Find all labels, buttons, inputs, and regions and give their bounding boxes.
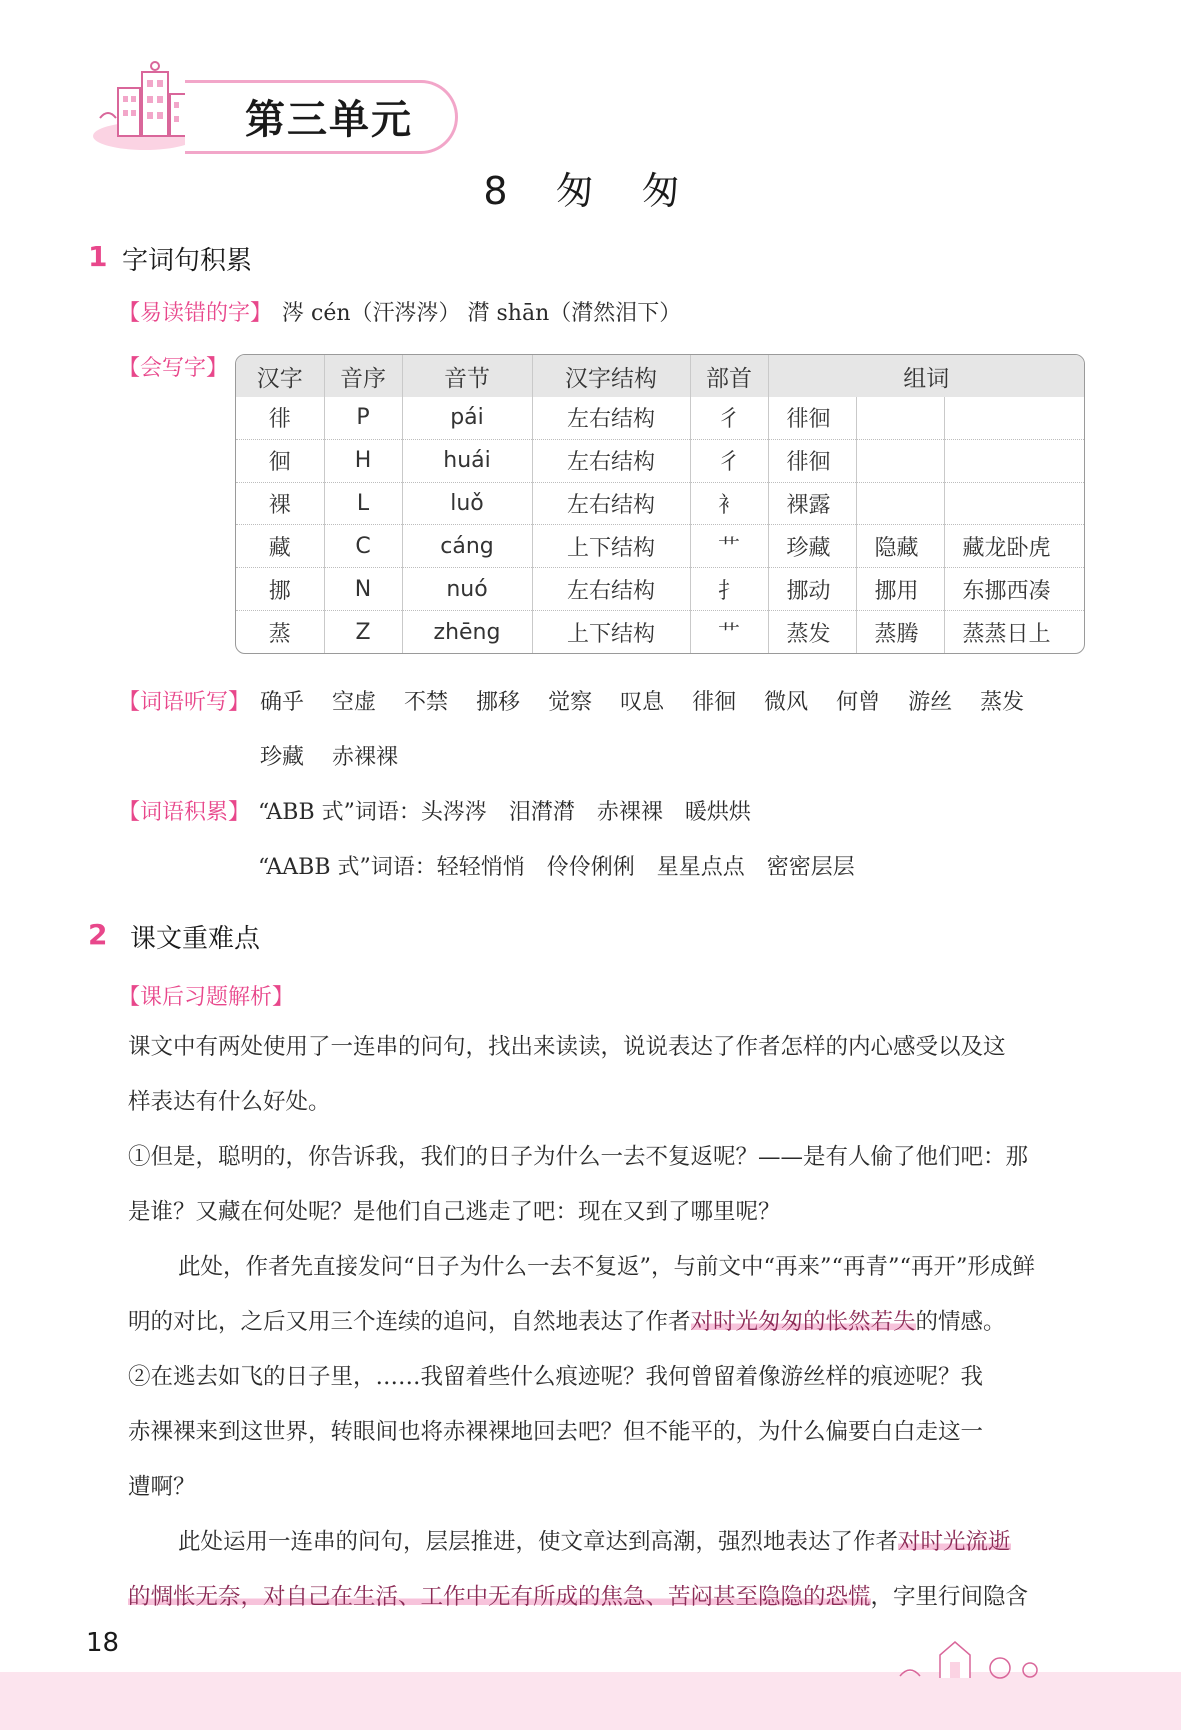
accumulate-abb: “ABB 式”词语：头涔涔 泪潸潸 赤裸裸 暖烘烘: [258, 800, 751, 825]
dictation-word: 赤裸裸: [332, 745, 399, 770]
cell-word: [856, 439, 944, 482]
cell-radical: 扌: [690, 568, 768, 611]
section-1-number: 1: [88, 240, 108, 273]
cell-char: 徊: [236, 439, 324, 482]
cell-radical: 艹: [690, 611, 768, 653]
table-row: [236, 439, 1084, 482]
highlighted-phrase: 的惆怅无奈，对自己在生活、工作中无有所成的焦急、苦闷甚至隐隐的恐慌: [128, 1584, 871, 1610]
table-row: [236, 525, 1084, 568]
analysis-2-text-end: ，字里行间隐含: [870, 1584, 1029, 1610]
cell-word: 珍藏: [768, 525, 856, 568]
cell-pinyin: nuó: [402, 568, 532, 611]
analysis-2-line-1: [128, 1515, 1088, 1570]
cell-word: 蒸蒸日上: [962, 621, 1051, 647]
cell-word: 徘徊: [768, 397, 856, 439]
cell-order: N: [324, 568, 402, 611]
section-2-title: 课文重难点: [130, 924, 261, 954]
cell-word: [944, 439, 1084, 482]
lesson-title: 8 匆 匆: [483, 169, 698, 213]
cell-word: [944, 397, 1084, 439]
quote-2-line-3: 遭啊？: [128, 1474, 196, 1500]
header-words: 组词: [768, 355, 1084, 397]
dictation-word: 珍藏: [260, 745, 305, 770]
analysis-1-line-1: 此处，作者先直接发问“日子为什么一去不复返”，与前文中“再来”“再青”“再开”形成鲜: [178, 1254, 1036, 1280]
cell-word: 蒸发: [768, 611, 856, 653]
quote-1-line-2: 是谁？又藏在何处呢？是他们自己逃走了吧：现在又到了哪里呢？: [128, 1199, 781, 1225]
analysis-1-text-end: 的情感。: [915, 1309, 1006, 1335]
cell-word: [856, 397, 944, 439]
dictation-word: 不禁: [404, 690, 449, 715]
footer-band: [0, 1672, 1181, 1730]
header-structure: 汉字结构: [532, 355, 690, 397]
cell-word: 徘徊: [768, 439, 856, 482]
table-header-row: [236, 355, 1084, 397]
cell-structure: 上下结构: [532, 611, 690, 653]
dictation-word: 觉察: [548, 690, 593, 715]
analysis-2-line-2: [128, 1570, 1088, 1625]
cell-char: 挪: [236, 568, 324, 611]
cell-word: [856, 482, 944, 525]
cell-char: 藏: [236, 525, 324, 568]
section-2-number: 2: [88, 918, 108, 951]
section-1-title: 字词句积累: [122, 246, 253, 276]
cell-structure: 左右结构: [532, 439, 690, 482]
cell-word: 东挪西凑: [944, 568, 1084, 611]
cell-structure: 左右结构: [532, 568, 690, 611]
cell-radical: 彳: [690, 397, 768, 439]
easy-wrong-text: 涔 cén（汗涔涔） 潸 shān（潸然泪下）: [282, 301, 682, 326]
dictation-tag: 【词语听写】: [118, 690, 251, 715]
cell-radical: 彳: [690, 439, 768, 482]
cell-char: 蒸: [236, 611, 324, 653]
table-row: [236, 397, 1084, 439]
cell-pinyin: huái: [402, 439, 532, 482]
dictation-line-2: [260, 740, 426, 771]
table-row: [236, 482, 1084, 525]
cell-char: 徘: [236, 397, 324, 439]
character-table: [235, 354, 1085, 654]
dictation-word: 徘徊: [692, 690, 737, 715]
highlighted-phrase: 对时光流逝: [898, 1529, 1011, 1555]
quote-2-line-1: ②在逃去如飞的日子里，……我留着些什么痕迹呢？我何曾留着像游丝样的痕迹呢？我: [128, 1364, 984, 1390]
table-row: [236, 611, 1084, 653]
dictation-word: 微风: [764, 690, 809, 715]
cell-pinyin: cáng: [402, 525, 532, 568]
cell-order: Z: [324, 611, 402, 653]
cell-char: 裸: [236, 482, 324, 525]
analysis-1-line-2: [128, 1295, 1088, 1350]
cell-word: 藏龙卧虎: [944, 525, 1084, 568]
quote-1-line-1: ①但是，聪明的，你告诉我，我们的日子为什么一去不复返呢？——是有人偷了他们吧：那: [128, 1144, 1029, 1170]
header-order: 音序: [324, 355, 402, 397]
dictation-word: 蒸发: [980, 690, 1025, 715]
cell-word: [944, 482, 1084, 525]
question-line-1: 课文中有两处使用了一连串的问句，找出来读读，说说表达了作者怎样的内心感受以及这: [128, 1034, 1006, 1060]
cell-word: 挪用: [856, 568, 944, 611]
dictation-word: 游丝: [908, 690, 953, 715]
easy-wrong-tag: 【易读错的字】: [118, 301, 273, 326]
cell-word: 隐藏: [856, 525, 944, 568]
cell-radical: 艹: [690, 525, 768, 568]
cell-order: C: [324, 525, 402, 568]
cell-pinyin: luǒ: [402, 482, 532, 525]
cell-radical: 衤: [690, 482, 768, 525]
accumulate-aabb: “AABB 式”词语：轻轻悄悄 伶伶俐俐 星星点点 密密层层: [258, 855, 855, 880]
dictation-word: 叹息: [620, 690, 665, 715]
quote-2-line-2: 赤裸裸来到这世界，转眼间也将赤裸裸地回去吧？但不能平的，为什么偏要白白走这一: [128, 1419, 984, 1445]
dictation-word: 确乎: [260, 690, 305, 715]
page-number: 18: [86, 1628, 120, 1658]
cell-word: 挪动: [768, 568, 856, 611]
dictation-word: 挪移: [476, 690, 521, 715]
unit-title: 第三单元: [245, 97, 413, 143]
header-pinyin: 音节: [402, 355, 532, 397]
cell-pinyin: pái: [402, 397, 532, 439]
header-char: 汉字: [236, 355, 324, 397]
analysis-body: [128, 1020, 1088, 1625]
highlighted-phrase: 对时光匆匆的怅然若失: [690, 1309, 916, 1335]
header-radical: 部首: [690, 355, 768, 397]
accumulate-tag: 【词语积累】: [118, 800, 251, 825]
analysis-2-text: 此处运用一连串的问句，层层推进，使文章达到高潮，强烈地表达了作者: [178, 1529, 899, 1555]
exercise-analysis-tag: 【课后习题解析】: [118, 985, 295, 1010]
cell-word: 裸露: [768, 482, 856, 525]
cell-structure: 左右结构: [532, 482, 690, 525]
cell-pinyin: zhēng: [402, 611, 532, 653]
dictation-word: 何曾: [836, 690, 881, 715]
cell-structure: 上下结构: [532, 525, 690, 568]
write-chars-tag: 【会写字】: [118, 356, 229, 381]
question-line-2: 样表达有什么好处。: [128, 1089, 331, 1115]
table-row: [236, 568, 1084, 611]
cell-order: L: [324, 482, 402, 525]
cell-structure: 左右结构: [532, 397, 690, 439]
dictation-line-1: [260, 685, 1052, 716]
cell-order: P: [324, 397, 402, 439]
cell-word: 蒸腾: [856, 611, 944, 653]
cell-order: H: [324, 439, 402, 482]
analysis-1-text: 明的对比，之后又用三个连续的追问，自然地表达了作者: [128, 1309, 691, 1335]
dictation-word: 空虚: [332, 690, 377, 715]
house-illustration-icon: [880, 1630, 1080, 1680]
